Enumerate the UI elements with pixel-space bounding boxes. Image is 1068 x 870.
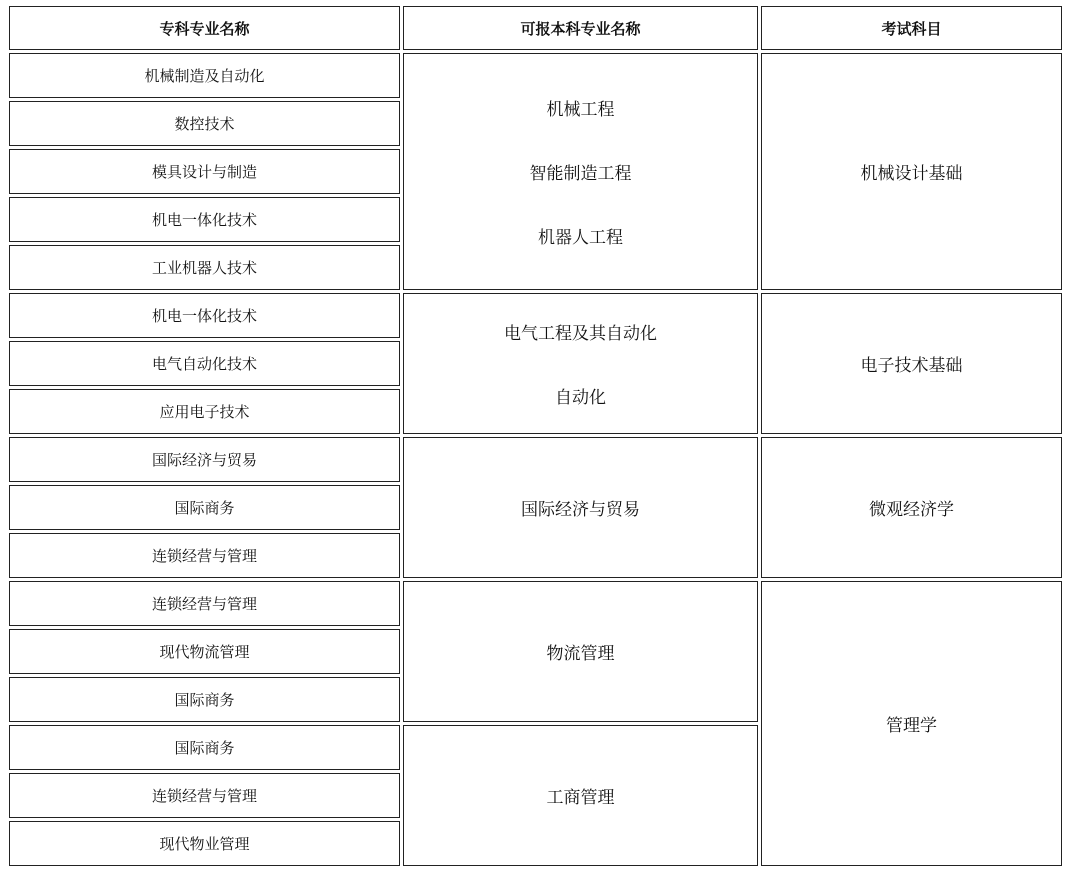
junior-major-cell: 电气自动化技术: [9, 341, 400, 386]
junior-major-cell: 机电一体化技术: [9, 293, 400, 338]
junior-major-cell: 工业机器人技术: [9, 245, 400, 290]
bachelor-major-name: 机器人工程: [538, 228, 623, 248]
junior-major-cell: 连锁经营与管理: [9, 533, 400, 578]
junior-major-cell: 连锁经营与管理: [9, 773, 400, 818]
bachelor-major-name: 国际经济与贸易: [521, 500, 640, 520]
junior-major-cell: 数控技术: [9, 101, 400, 146]
junior-major-cell: 现代物业管理: [9, 821, 400, 866]
junior-major-cell: 国际商务: [9, 485, 400, 530]
bachelor-major-name: 机械工程: [546, 100, 615, 120]
bachelor-major-name: 电气工程及其自动化: [504, 324, 657, 344]
major-mapping-table: [6, 3, 1065, 869]
junior-major-cell: 国际商务: [9, 725, 400, 770]
bachelor-major-cell: [403, 581, 758, 722]
table-row: [9, 581, 1062, 626]
bachelor-major-name: 工商管理: [546, 788, 615, 808]
table-row: [9, 53, 1062, 98]
bachelor-major-name: 物流管理: [546, 644, 615, 664]
junior-major-cell: 机电一体化技术: [9, 197, 400, 242]
junior-major-cell: 国际商务: [9, 677, 400, 722]
bachelor-major-name: 智能制造工程: [529, 164, 632, 184]
table-row: [9, 293, 1062, 338]
header-row: [9, 6, 1062, 50]
exam-subject-cell: 微观经济学: [761, 437, 1062, 578]
bachelor-major-name: 自动化: [555, 388, 606, 408]
exam-subject-cell: 机械设计基础: [761, 53, 1062, 290]
junior-major-cell: 模具设计与制造: [9, 149, 400, 194]
junior-major-cell: 连锁经营与管理: [9, 581, 400, 626]
junior-major-cell: 应用电子技术: [9, 389, 400, 434]
junior-major-cell: 国际经济与贸易: [9, 437, 400, 482]
header-exam-subject: 考试科目: [761, 6, 1062, 50]
junior-major-cell: 机械制造及自动化: [9, 53, 400, 98]
bachelor-major-cell: [403, 293, 758, 434]
header-eligible-bachelor-major: 可报本科专业名称: [403, 6, 758, 50]
table-row: [9, 437, 1062, 482]
exam-subject-cell: 管理学: [761, 581, 1062, 866]
header-junior-college-major: 专科专业名称: [9, 6, 400, 50]
bachelor-major-cell: [403, 725, 758, 866]
junior-major-cell: 现代物流管理: [9, 629, 400, 674]
exam-subject-cell: 电子技术基础: [761, 293, 1062, 434]
bachelor-major-cell: [403, 437, 758, 578]
bachelor-major-cell: [403, 53, 758, 290]
